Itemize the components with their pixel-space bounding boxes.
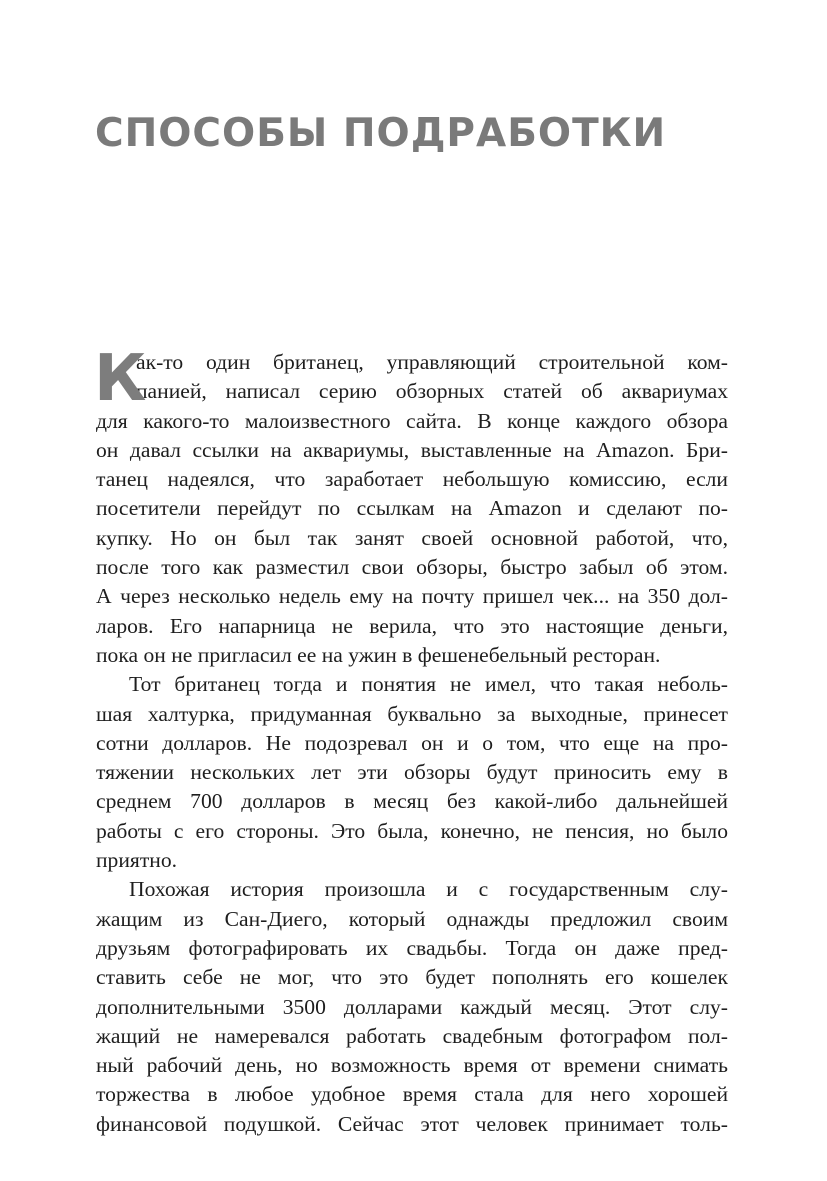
text-line: пока он не пригласил ее на ужин в фешенебельный ресторан. <box>96 642 661 667</box>
text-line: сотни долларов. Не подозревал он и о том, что еще на про- <box>96 730 728 755</box>
text-line: друзьям фотографировать их свадьбы. Тогда он даже пред- <box>96 935 728 960</box>
chapter-body <box>94 342 728 1139</box>
text-line: А через несколько недель ему на почту пришел чек... на 350 дол- <box>96 584 728 609</box>
text-line: шая халтурка, придуманная буквально за выходные, принесет <box>96 701 728 726</box>
text-line: посетители перейдут по ссылкам на Amazon и сделают по- <box>96 496 728 521</box>
text-line: тяжении нескольких лет эти обзоры будут приносить ему в <box>96 760 728 785</box>
text-line: купку. Но он был так занят своей основной работой, что, <box>96 525 728 550</box>
text-line: панией, написал серию обзорных статей об аквариумах <box>136 379 728 404</box>
text-line: жащий не намеревался работать свадебным фотографом пол- <box>96 1023 728 1048</box>
text-line: жащим из Сан-Диего, который однажды предложил своим <box>96 906 728 931</box>
text-line: после того как разместил свои обзоры, быстро забыл об этом. <box>96 555 728 580</box>
text-line: дополнительными 3500 долларами каждый месяц. Этот слу- <box>96 994 728 1019</box>
text-line: танец надеялся, что заработает небольшую комиссию, если <box>96 467 728 492</box>
text-line: ставить себе не мог, что это будет пополнять его кошелек <box>96 965 728 990</box>
drop-cap: К <box>94 342 147 416</box>
text-line: для какого-то малоизвестного сайта. В конце каждого обзора <box>96 408 728 433</box>
text-line: ак-то один британец, управляющий строительной ком- <box>136 350 728 374</box>
text-line: работы с его стороны. Это была, конечно, не пенсия, но было <box>96 818 728 843</box>
text-line: он давал ссылки на аквариумы, выставленные на Amazon. Бри- <box>96 437 728 462</box>
text-line: ный рабочий день, но возможность время от времени снимать <box>96 1053 728 1078</box>
chapter-title: СПОСОБЫ ПОДРАБОТКИ <box>95 111 667 156</box>
text-line: среднем 700 долларов в месяц без какой-либо дальнейшей <box>96 789 728 814</box>
text-line: Тот британец тогда и понятия не имел, что такая неболь- <box>129 672 728 697</box>
text-line: приятно. <box>96 848 178 873</box>
text-line: Похожая история произошла и с государственным слу- <box>129 877 728 902</box>
text-line: финансовой подушкой. Сейчас этот человек принимает толь- <box>96 1111 728 1136</box>
text-line: торжества в любое удобное время стала для него хорошей <box>96 1082 728 1107</box>
text-line: ларов. Его напарница не верила, что это настоящие деньги, <box>96 613 728 638</box>
